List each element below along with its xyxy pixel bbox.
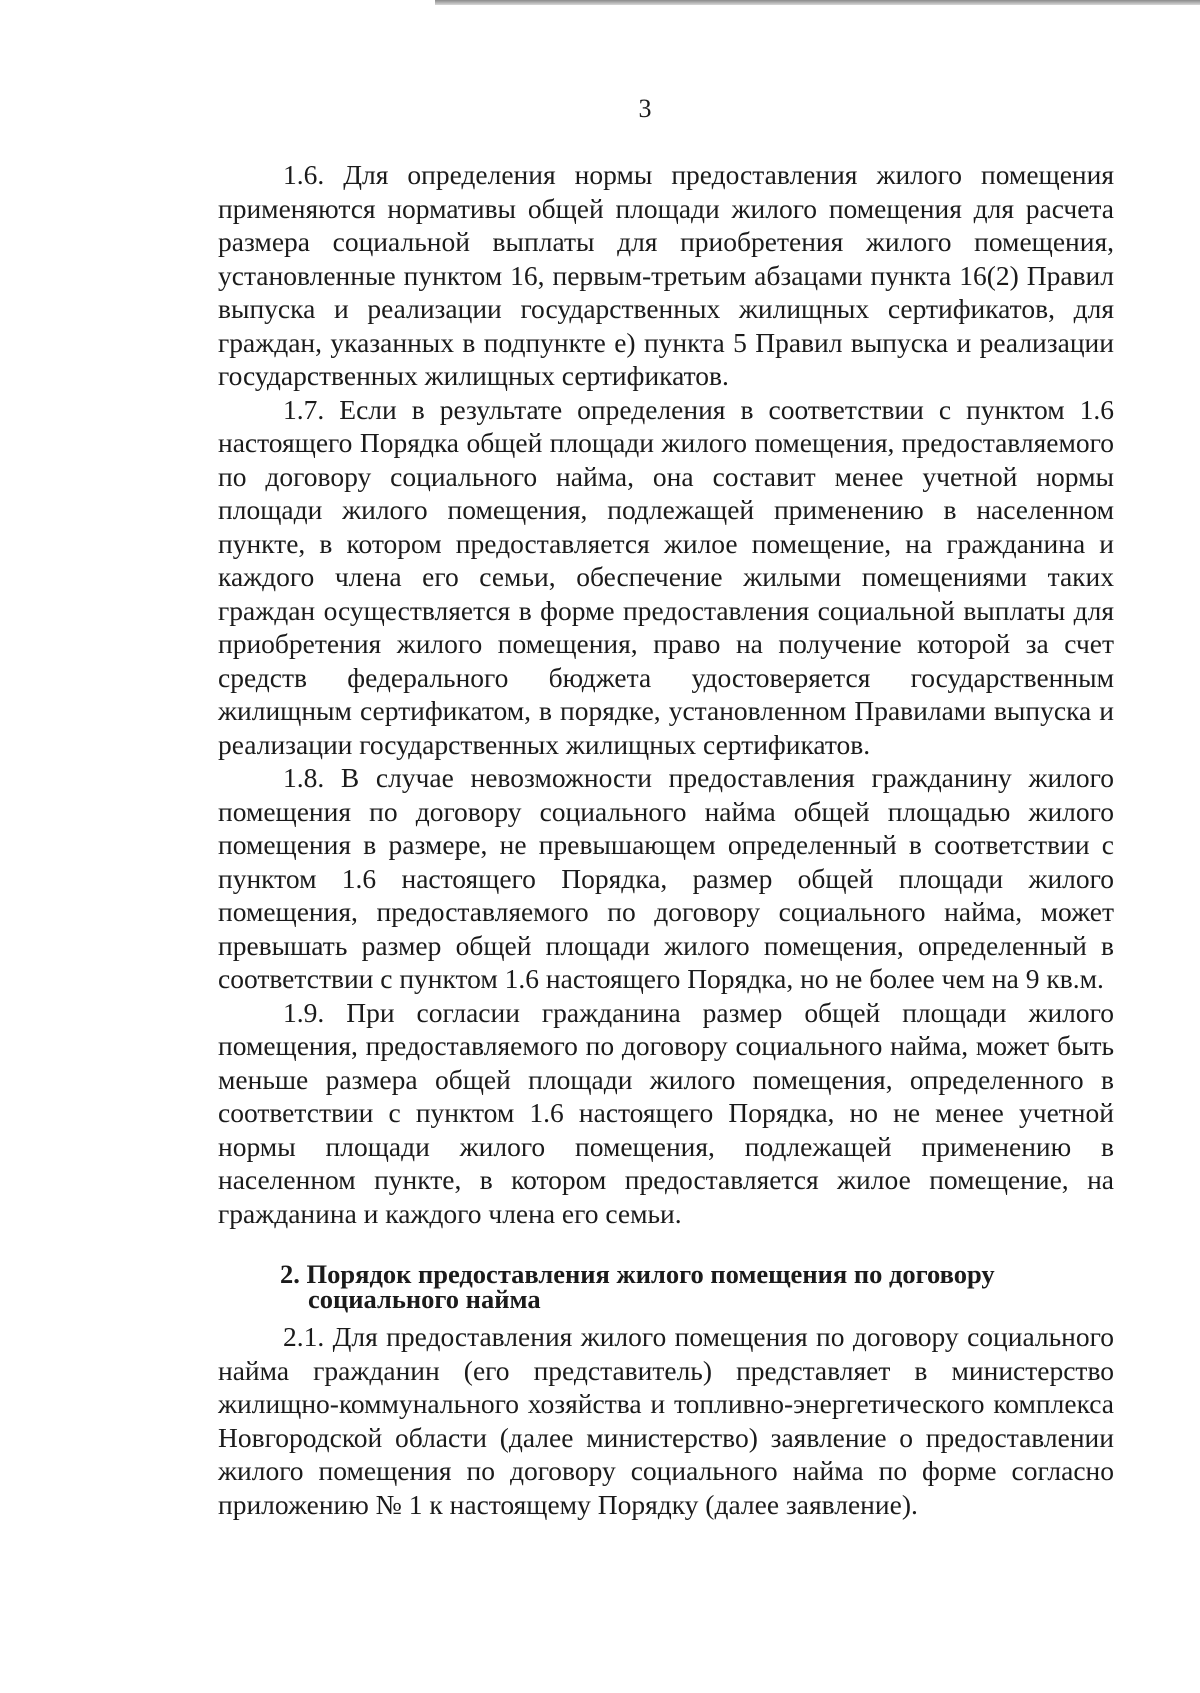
section-2-heading: [218, 1259, 1114, 1314]
section-2-heading-line-2: социального найма: [308, 1284, 541, 1314]
paragraph-1-7: 1.7. Если в результате определения в соответствии с пунктом 1.6 настоящего Порядка общей площади жилого помещения, предоставляемого по договору социального найма, она составит менее учетной нормы площади жилого помещения, подлежащей применению в населенном пункте, в котором предоставляется жилое помещение, на гражданина и каждого члена его семьи, обеспечение жилыми помещениями таких граждан осуществляется в форме предоставления социальной выплаты для приобретения жилого помещения, право на получение которой за счет средств федерального бюджета удостоверяется государственным жилищным сертификатом, в порядке, установленном Правилами выпуска и реализации государственных жилищных сертификатов.: [218, 393, 1114, 760]
section-2-heading-line-1: 2. Порядок предоставления жилого помещения по договору: [280, 1259, 995, 1289]
paragraph-2-1: 2.1. Для предоставления жилого помещения по договору социального найма гражданин (его представитель) представляет в министерство жилищно-коммунального хозяйства и топливно-энергетического комплекса Новгородской области (далее министерство) заявление о предоставлении жилого помещения по договору социального найма по форме согласно приложению № 1 к настоящему Порядку (далее заявление).: [218, 1321, 1114, 1520]
paragraph-1-6: 1.6. Для определения нормы предоставления жилого помещения применяются нормативы общей площади жилого помещения для расчета размера социальной выплаты для приобретения жилого помещения, установленные пунктом 16, первым-третьим абзацами пункта 16(2) Правил выпуска и реализации государственных жилищных сертификатов, для граждан, указанных в подпункте е) пункта 5 Правил выпуска и реализации государственных жилищных сертификатов.: [218, 159, 1114, 391]
document-body: [218, 158, 1114, 1521]
scan-edge-shadow: [435, 0, 1200, 5]
page-number: 3: [638, 94, 652, 123]
paragraph-1-9: 1.9. При согласии гражданина размер общей площади жилого помещения, предоставляемого по договору социального найма, может быть меньше размера общей площади жилого помещения, определенного в соответствии с пунктом 1.6 настоящего Порядка, но не менее учетной нормы площади жилого помещения, подлежащей применению в населенном пункте, в котором предоставляется жилое помещение, на гражданина и каждого члена его семьи.: [218, 996, 1114, 1229]
paragraph-1-8: 1.8. В случае невозможности предоставления гражданину жилого помещения по договору социального найма общей площадью жилого помещения в размере, не превышающем определенный в соответствии с пунктом 1.6 настоящего Порядка, размер общей площади жилого помещения, предоставляемого по договору социального найма, может превышать размер общей площади жилого помещения, определенный в соответствии с пунктом 1.6 настоящего Порядка, но не более чем на 9 кв.м.: [218, 762, 1114, 994]
